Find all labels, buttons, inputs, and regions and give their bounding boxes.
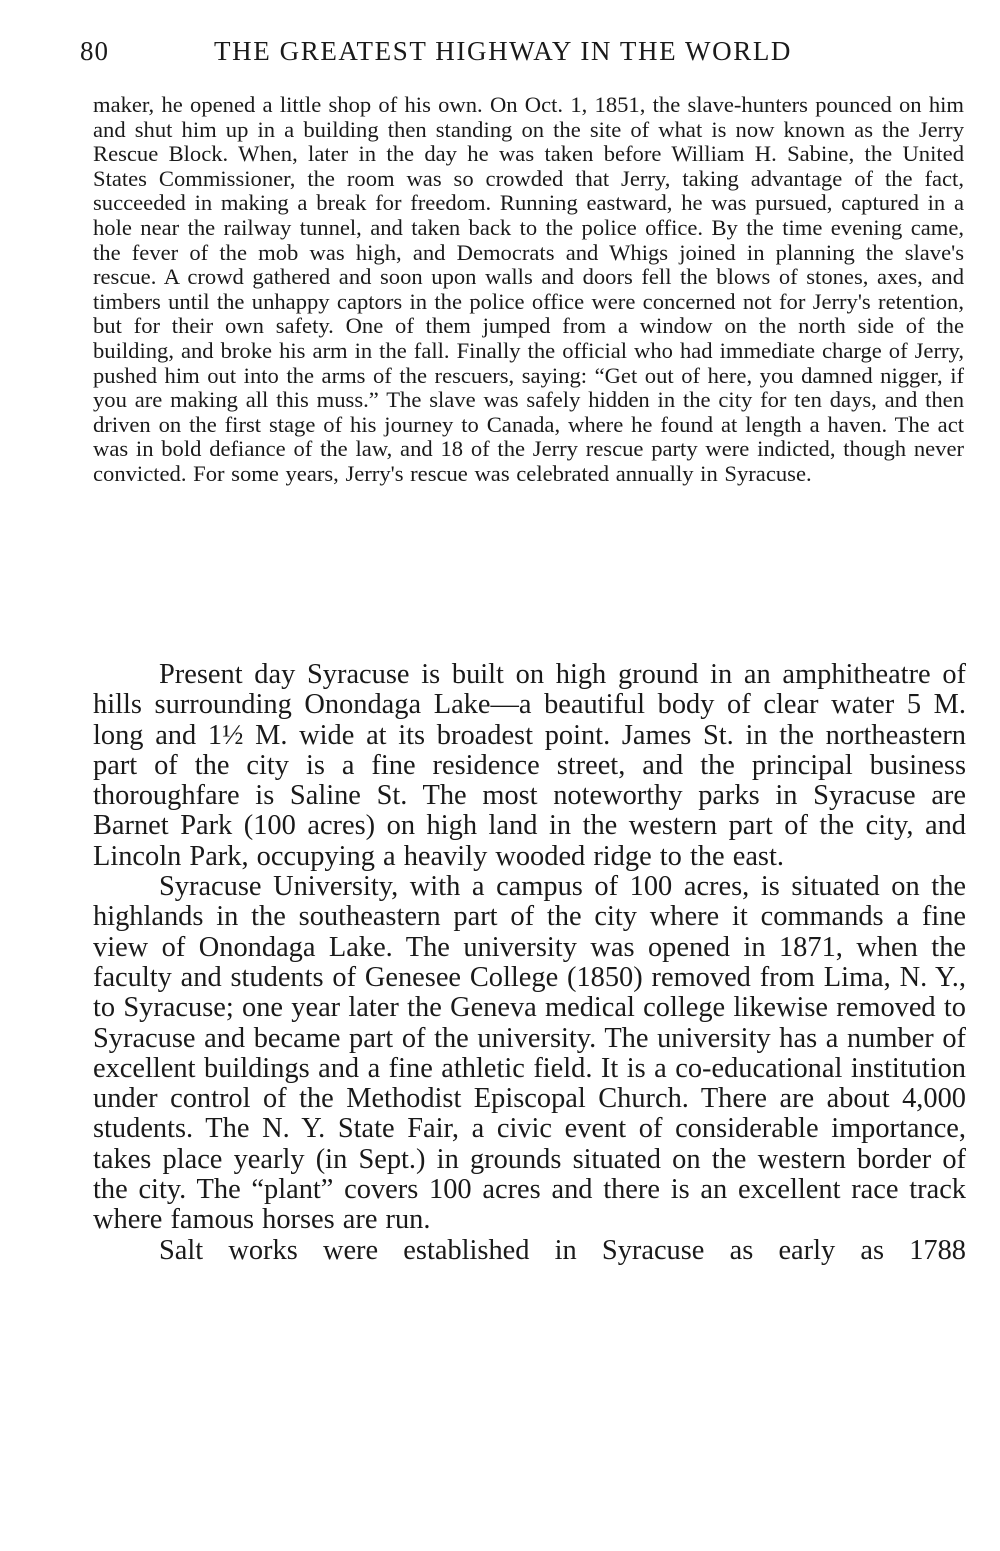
paragraph-present-day-syracuse: Present day Syracuse is built on high ground in an amphitheatre of hills surrounding Onondaga Lake—a beautiful body of clear water 5 M. long and 1½ M. wide at its broadest point. James St. in the northeastern part of the city is a fine residence street, and the principal business thoroughfare is Saline St. The most noteworthy parks in Syracuse are Barnet Park (100 acres) on high land in the western part of the city, and Lincoln Park, occupying a heavily wooded ridge to the east.	[93, 659, 966, 872]
small-print-block	[93, 93, 964, 487]
page-number: 80	[80, 36, 109, 66]
running-title: THE GREATEST HIGHWAY IN THE WORLD	[214, 36, 793, 66]
body-text-block	[93, 660, 966, 1266]
page-header	[80, 36, 970, 70]
paragraph-salt-works: Salt works were established in Syracuse as early as 1788	[159, 1234, 966, 1266]
paragraph-jerry-rescue: maker, he opened a little shop of his own. On Oct. 1, 1851, the slave-hunters pounced on him and shut him up in a building then standing on the site of what is now known as the Jerry Rescue Block. When, later in the day he was taken before William H. Sabine, the United States Commissioner, the room was so crowded that Jerry, taking advantage of the fact, succeeded in making a break for freedom. Running eastward, he was pursued, captured in a hole near the railway tunnel, and taken back to the police office. By the time evening came, the fever of the mob was high, and Democrats and Whigs joined in planning the slave's rescue. A crowd gathered and soon upon walls and doors fell the blows of stones, axes, and timbers until the unhappy captors in the police office were concerned not for Jerry's retention, but for their own safety. One of them jumped from a window on the north side of the building, and broke his arm in the fall. Finally the official who had immediate charge of Jerry, pushed him out into the arms of the rescuers, saying: “Get out of here, you damned nigger, if you are making all this muss.” The slave was safely hidden in the city for ten days, and then driven on the first stage of his journey to Canada, where he found at length a haven. The act was in bold defiance of the law, and 18 of the Jerry rescue party were indicted, though never convicted. For some years, Jerry's rescue was celebrated annually in Syracuse.	[93, 92, 964, 486]
paragraph-syracuse-university: Syracuse University, with a campus of 100 acres, is situated on the highlands in the southeastern part of the city where it commands a fine view of Onondaga Lake. The university was opened in 1871, when the faculty and students of Genesee College (1850) removed from Lima, N. Y., to Syracuse; one year later the Geneva medical college likewise removed to Syracuse and became part of the university. The university has a number of excellent buildings and a fine athletic field. It is a co-educational institution under control of the Methodist Episcopal Church. There are about 4,000 students. The N. Y. State Fair, a civic event of considerable importance, takes place yearly (in Sept.) in grounds situated on the western border of the city. The “plant” covers 100 acres and there is an excellent race track where famous horses are run.	[93, 871, 966, 1236]
